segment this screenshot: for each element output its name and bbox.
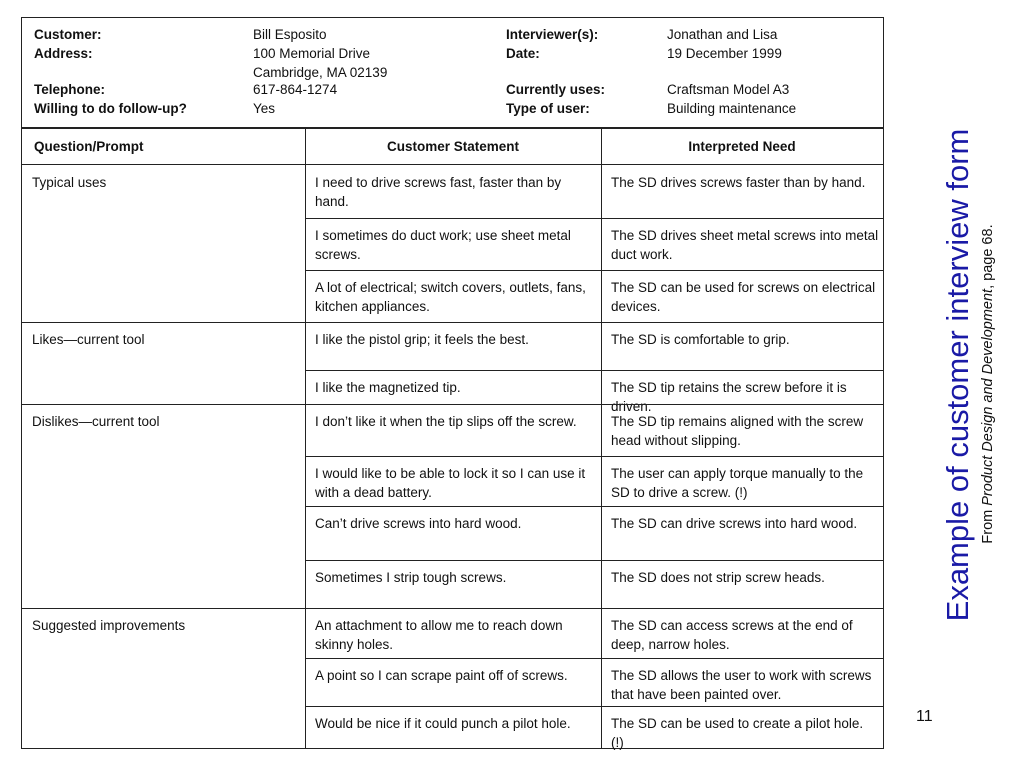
customer-label: Customer: (34, 27, 102, 42)
interviewers-label: Interviewer(s): (506, 27, 599, 42)
customer-statement-cell: I like the pistol grip; it feels the best. (315, 332, 529, 347)
interpreted-need-cell: The SD tip retains the screw before it is driven. (611, 380, 847, 414)
interpreted-need-cell: The SD can be used for screws on electrical devices. (611, 280, 876, 314)
row-divider (305, 270, 883, 271)
customer-statement-cell: A point so I can scrape paint off of screws. (315, 668, 568, 683)
currently-uses-label: Currently uses: (506, 82, 606, 97)
interpreted-need-cell: The SD can access screws at the end of deep, narrow holes. (611, 618, 853, 652)
column-header-need: Interpreted Need (688, 139, 796, 154)
question-prompt-cell: Suggested improvements (32, 618, 186, 633)
followup-value: Yes (253, 101, 276, 116)
interpreted-need-cell: The SD is comfortable to grip. (611, 332, 790, 347)
date-label: Date: (506, 46, 540, 61)
address-line-1: 100 Memorial Drive (253, 46, 371, 61)
interpreted-need-cell: The SD allows the user to work with screws that have been painted over. (611, 668, 872, 702)
interviewers-value: Jonathan and Lisa (667, 27, 778, 42)
telephone-label: Telephone: (34, 82, 106, 97)
customer-value: Bill Esposito (253, 27, 327, 42)
row-divider (305, 370, 883, 371)
question-prompt-cell: Likes—current tool (32, 332, 145, 347)
customer-statement-cell: I need to drive screws fast, faster than by hand. (315, 175, 562, 209)
customer-statement-cell: I don’t like it when the tip slips off the screw. (315, 414, 577, 429)
row-divider (305, 456, 883, 457)
group-divider (22, 608, 883, 609)
interpreted-need-cell: The SD drives sheet metal screws into metal duct work. (611, 228, 879, 262)
source-prefix: From (980, 505, 996, 544)
question-prompt-cell: Dislikes—current tool (32, 414, 160, 429)
form-header (22, 18, 883, 129)
column-header-row (22, 129, 883, 165)
customer-statement-cell: I like the magnetized tip. (315, 380, 461, 395)
customer-statement-cell: An attachment to allow me to reach down skinny holes. (315, 618, 563, 652)
question-prompt-cell: Typical uses (32, 175, 107, 190)
address-label: Address: (34, 46, 93, 61)
row-divider (305, 658, 883, 659)
row-divider (305, 706, 883, 707)
column-header-question: Question/Prompt (34, 139, 144, 154)
date-value: 19 December 1999 (667, 46, 782, 61)
source-book-title: Product Design and Development (980, 288, 996, 506)
source-suffix: , page 68. (980, 224, 996, 289)
user-type-label: Type of user: (506, 101, 590, 116)
slide-number: 11 (916, 708, 933, 725)
interpreted-need-cell: The SD does not strip screw heads. (611, 570, 825, 585)
currently-uses-value: Craftsman Model A3 (667, 82, 790, 97)
customer-statement-cell: Sometimes I strip tough screws. (315, 570, 507, 585)
interpreted-need-cell: The SD tip remains aligned with the screw head without slipping. (611, 414, 864, 448)
row-divider (305, 218, 883, 219)
group-divider (22, 404, 883, 405)
customer-statement-cell: I would like to be able to lock it so I can use it with a dead battery. (315, 466, 586, 500)
followup-label: Willing to do follow-up? (34, 101, 187, 116)
source-citation (980, 224, 996, 543)
user-type-value: Building maintenance (667, 101, 797, 116)
telephone-value: 617-864-1274 (253, 82, 338, 97)
row-divider (305, 506, 883, 507)
interpreted-need-cell: The user can apply torque manually to the SD to drive a screw. (!) (611, 466, 864, 500)
group-divider (22, 322, 883, 323)
interpreted-need-cell: The SD can be used to create a pilot hole. (!) (611, 716, 864, 750)
column-header-statement: Customer Statement (386, 139, 520, 154)
customer-statement-cell: I sometimes do duct work; use sheet metal screws. (315, 228, 571, 262)
row-divider (305, 560, 883, 561)
address-line-2: Cambridge, MA 02139 (253, 65, 388, 80)
interpreted-need-cell: The SD drives screws faster than by hand. (611, 175, 866, 190)
customer-statement-cell: A lot of electrical; switch covers, outlets, fans, kitchen appliances. (315, 280, 586, 314)
slide-title: Example of customer interview form (940, 128, 975, 622)
interpreted-need-cell: The SD can drive screws into hard wood. (611, 516, 858, 531)
interview-form (21, 17, 884, 749)
customer-statement-cell: Can’t drive screws into hard wood. (315, 516, 522, 531)
customer-statement-cell: Would be nice if it could punch a pilot hole. (315, 716, 571, 731)
